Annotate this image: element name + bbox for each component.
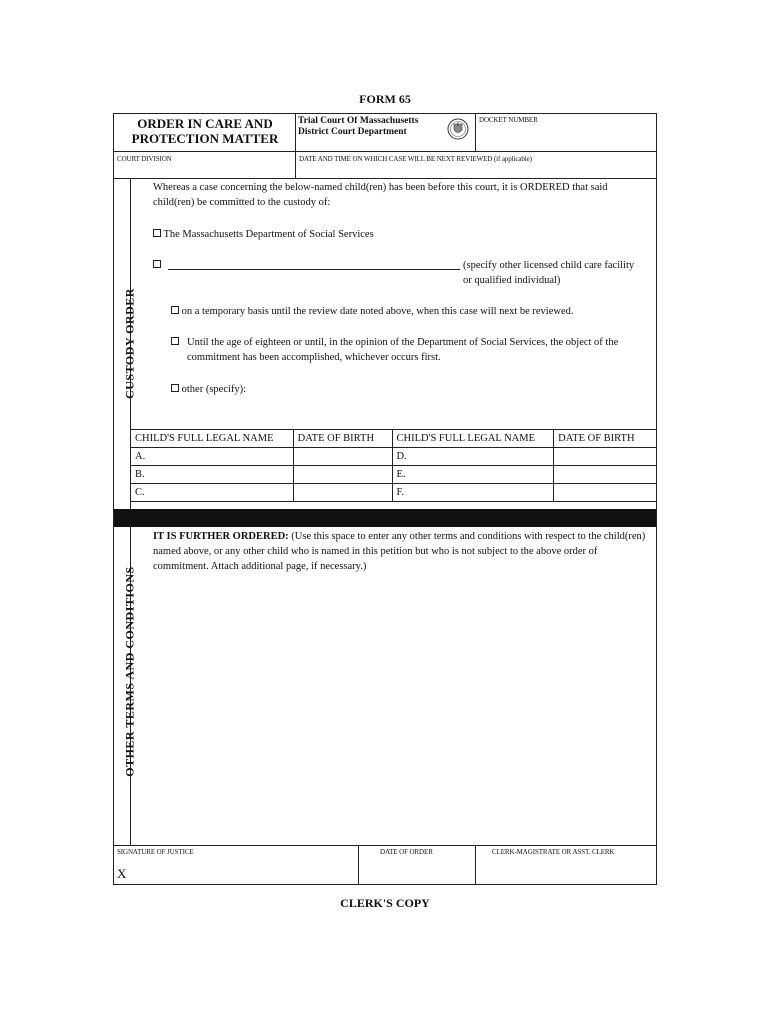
signature-field[interactable]: X [117,866,127,881]
header-rule-1 [113,151,657,152]
table-row [131,466,657,484]
children-table [130,429,657,502]
option-other-line2: or qualified individual) [463,275,561,286]
footer-rule [113,845,657,846]
clerk-label: CLERK-MAGISTRATE OR ASST. CLERK [492,848,615,856]
form-number: FORM 65 [359,92,411,106]
child-name-cell[interactable]: D. [392,448,554,466]
child-dob-cell[interactable] [293,448,392,466]
child-name-cell[interactable]: B. [131,466,294,484]
header-dob-1: DATE OF BIRTH [293,430,392,448]
form-title [114,116,296,146]
child-name-cell[interactable]: C. [131,484,294,502]
other-terms-entry-area[interactable] [135,580,650,840]
other-duration-checkbox[interactable] [171,384,179,392]
form-title-line1: ORDER IN CARE AND [137,116,273,131]
footer-divider-2 [475,845,476,885]
court-name [298,116,418,138]
option-dss-label: The Massachusetts Department of Social Services [163,229,374,240]
section-separator-bar [114,509,656,527]
header-dob-2: DATE OF BIRTH [554,430,657,448]
docket-number-label: DOCKET NUMBER [479,116,538,124]
further-ordered-body: (Use this space to enter any other terms and conditions with respect to the child(ren) named above, or any other child who is named in this petition but who is not subject to the above order of commitment. Attach additional page, if necessary.) [153,531,646,572]
custody-order-side-label: CUSTODY ORDER [122,288,137,399]
option-other-label [463,258,634,288]
court-name-line1: Trial Court Of Massachusetts [298,116,419,126]
temporary-checkbox[interactable] [171,306,179,314]
clerks-copy-label: CLERK'S COPY [340,896,430,910]
other-facility-checkbox[interactable] [153,260,161,268]
custody-intro: Whereas a case concerning the below-named child(ren) has been before this court, it is ORDERED that said child(ren) be committed to the custody of: [153,182,608,208]
duration-temporary-row [171,304,574,319]
child-dob-cell[interactable] [554,484,657,502]
header-child-name-1: CHILD'S FULL LEGAL NAME [131,430,294,448]
massachusetts-seal-icon [447,118,469,140]
header-rule-2 [113,178,657,179]
duration-other-label: other (specify): [181,384,247,395]
signature-label: SIGNATURE OF JUSTICE [117,848,194,856]
dss-checkbox[interactable] [153,229,161,237]
form-title-line2: PROTECTION MATTER [131,131,279,146]
duration-until18-label: Until the age of eighteen or until, in the opinion of the Department of Social Services, the object of the commitment has been accomplished, whichever occurs first. [187,337,619,363]
further-ordered-text [153,529,651,574]
child-name-cell[interactable]: F. [392,484,554,502]
further-ordered-lead: IT IS FURTHER ORDERED: [153,531,289,542]
table-row [131,448,657,466]
duration-other-row [171,382,246,397]
review-date-label: DATE AND TIME ON WHICH CASE WILL BE NEXT REVIEWED (if applicable) [299,155,532,163]
option-dss-row [153,227,374,242]
date-of-order-label: DATE OF ORDER [380,848,433,856]
header-divider-2 [475,113,476,151]
child-dob-cell[interactable] [554,466,657,484]
table-row [131,484,657,502]
other-facility-blank[interactable] [168,269,460,270]
child-dob-cell[interactable] [293,484,392,502]
footer-divider-1 [358,845,359,885]
court-name-line2: District Court Department [298,127,407,137]
court-division-label: COURT DIVISION [117,155,172,163]
child-dob-cell[interactable] [293,466,392,484]
child-name-cell[interactable]: A. [131,448,294,466]
until18-checkbox[interactable] [171,337,179,345]
duration-temporary-label: on a temporary basis until the review date noted above, when this case will next be reviewed. [181,306,574,317]
children-table-header [131,430,657,448]
other-terms-side-label: OTHER TERMS AND CONDITIONS [122,566,137,777]
option-other-line1: (specify other licensed child care facility [463,260,635,271]
child-name-cell[interactable]: E. [392,466,554,484]
child-dob-cell[interactable] [554,448,657,466]
duration-until18-row [171,335,179,350]
header-child-name-2: CHILD'S FULL LEGAL NAME [392,430,554,448]
option-other-row [153,258,161,273]
